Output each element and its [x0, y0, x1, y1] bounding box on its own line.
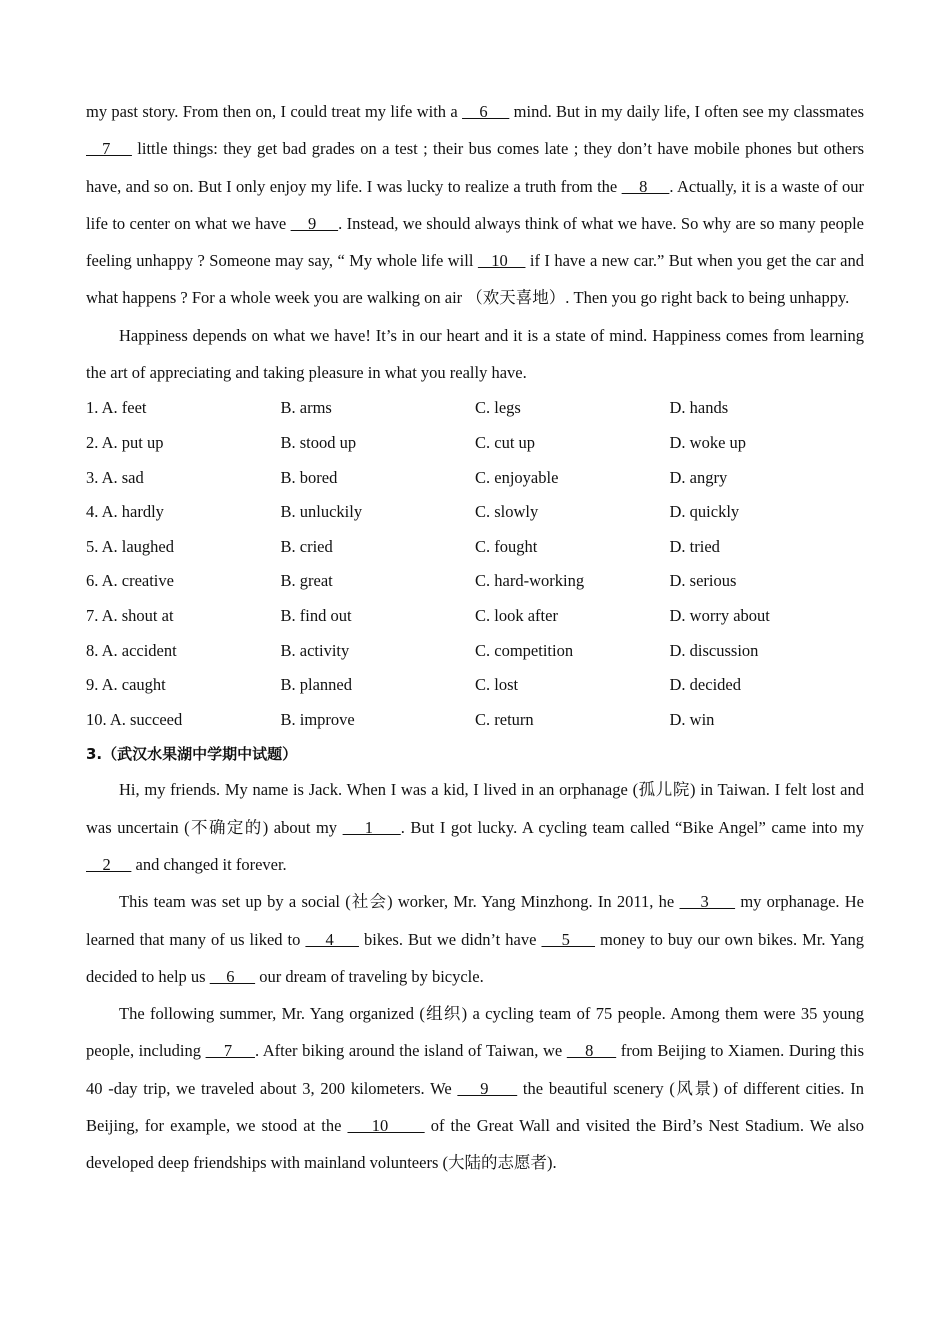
paragraph-text: my orphanage. He learned that many of us liked to — [86, 892, 865, 949]
option-choice: C. hard-working — [475, 571, 585, 591]
option-choice: C. cut up — [475, 432, 536, 452]
paragraph-text: bikes. But we didn’t have — [358, 929, 542, 949]
option-choice: B. find out — [280, 605, 352, 625]
answer-blank: 2 — [86, 854, 132, 874]
option-choice: B. cried — [280, 536, 333, 556]
option-choice: C. competition — [475, 640, 574, 660]
option-choice: C. legs — [475, 398, 521, 418]
option-row — [86, 426, 864, 461]
option-choice: 1. A. feet — [86, 398, 147, 418]
option-choice: B. arms — [280, 398, 332, 418]
option-choice: C. fought — [475, 536, 538, 556]
section3-paragraph3 — [86, 995, 864, 1181]
section3-heading: 3.（武汉水果湖中学期中试题） — [86, 745, 298, 764]
document-page — [86, 93, 864, 1182]
answer-blank: 8 — [566, 1041, 617, 1061]
option-row — [86, 599, 864, 634]
option-choice: B. bored — [280, 467, 338, 487]
option-choice: 10. A. succeed — [86, 709, 183, 729]
option-choice: B. unluckily — [280, 502, 363, 522]
option-choice: B. stood up — [280, 432, 357, 452]
answer-blank: 6 — [462, 102, 510, 121]
option-choice: 3. A. sad — [86, 467, 144, 487]
answer-blank: 8 — [621, 176, 670, 196]
paragraph-text: little things: they get bad grades on a test ; their bus comes late ; they don’t have mobile phones but others have, and so on. But I only enjoy my life. I was lucky to realize a truth from the — [86, 139, 865, 196]
paragraph-text: . Instead, we should always think of what we have. So why are so many people feeling unhappy ? Someone may say, “ My whole life will — [86, 213, 864, 271]
paragraph-text: The following summer, Mr. Yang organized (组织) a cycling team of 75 people. Among them were 35 young people, including — [86, 1004, 864, 1061]
option-choice: D. tried — [669, 536, 720, 556]
option-choice: D. hands — [669, 398, 729, 418]
option-choice: C. lost — [475, 675, 519, 695]
option-choice: B. improve — [280, 709, 355, 729]
paragraph-text: and changed it forever. — [131, 854, 287, 874]
paragraph-text: if I have a new car.” But when you get the car and what happens ? For a whole week you are walking on air （欢天喜地）. Then you go right back to being unhappy. — [86, 251, 865, 308]
option-choice: C. look after — [475, 605, 558, 625]
option-choice: 7. A. shout at — [86, 605, 174, 625]
option-row — [86, 530, 864, 565]
option-row — [86, 634, 864, 669]
option-choice: D. discussion — [669, 640, 759, 660]
answer-blank: 7 — [86, 139, 132, 159]
paragraph-text: money to buy our own bikes. Mr. Yang decided to help us — [86, 929, 864, 986]
option-choice: D. woke up — [669, 432, 747, 452]
section3-paragraph1 — [86, 771, 864, 883]
option-choice: C. return — [475, 709, 534, 729]
paragraph-text: . After biking around the island of Taiwan, we — [254, 1041, 567, 1061]
option-choice: B. planned — [280, 675, 352, 695]
option-choice: D. decided — [669, 675, 741, 695]
answer-blank: 3 — [679, 892, 736, 912]
option-row — [86, 564, 864, 599]
option-choice: 5. A. laughed — [86, 536, 174, 556]
paragraph-text: . Actually, it is a waste of our life to center on what we have — [86, 176, 864, 233]
option-choice: C. slowly — [475, 502, 539, 522]
option-row — [86, 461, 864, 496]
answer-blank: 6 — [209, 966, 256, 986]
answer-blank: 4 — [305, 929, 359, 949]
option-choice: 9. A. caught — [86, 675, 166, 695]
option-choice: D. serious — [669, 571, 737, 591]
answer-blank: 9 — [457, 1078, 518, 1098]
option-choice: D. quickly — [669, 502, 740, 522]
passage1-paragraph2: Happiness depends on what we have! It’s in our heart and it is a state of mind. Happiness comes from learning the art of appreciating and taking pleasure in what you really have. — [86, 325, 864, 383]
paragraph-text: my past story. From then on, I could treat my life with a — [86, 102, 463, 121]
option-choice: B. activity — [280, 640, 350, 660]
paragraph-text: Hi, my friends. My name is Jack. When I was a kid, I lived in an orphanage (孤儿院) in Taiwan. I felt lost and was uncertain (不确定的) about my — [86, 780, 864, 837]
option-choice: D. worry about — [669, 605, 770, 625]
answer-blank: 9 — [290, 213, 339, 233]
option-choice: 8. A. accident — [86, 640, 177, 660]
option-row — [86, 668, 864, 703]
option-row — [86, 703, 864, 738]
option-choice: 6. A. creative — [86, 571, 174, 591]
options-list — [86, 391, 864, 737]
answer-blank: 10 — [477, 251, 526, 271]
option-choice: D. win — [669, 709, 715, 729]
answer-blank: 5 — [541, 929, 596, 949]
option-choice: 4. A. hardly — [86, 502, 164, 522]
paragraph-text: our dream of traveling by bicycle. — [255, 966, 484, 986]
option-row — [86, 495, 864, 530]
paragraph-text: This team was set up by a social (社会) worker, Mr. Yang Minzhong. In 2011, he — [119, 892, 680, 912]
paragraph-text: the beautiful scenery (风景) of different cities. In Beijing, for example, we stood at the — [86, 1078, 864, 1135]
answer-blank: 7 — [205, 1041, 255, 1061]
section3-paragraph2 — [86, 883, 864, 995]
option-choice: 2. A. put up — [86, 432, 164, 452]
answer-blank: 10 — [347, 1115, 425, 1135]
option-row — [86, 391, 864, 426]
paragraph-text: mind. But in my daily life, I often see my classmates — [509, 102, 865, 121]
option-choice: B. great — [280, 571, 333, 591]
option-choice: D. angry — [669, 467, 728, 487]
paragraph-text: from Beijing to Xiamen. During this 40 -day trip, we traveled about 3, 200 kilometers. We — [86, 1041, 865, 1098]
answer-blank: 1 — [342, 817, 401, 837]
option-choice: C. enjoyable — [475, 467, 559, 487]
paragraph-text: . But I got lucky. A cycling team called “Bike Angel” came into my — [400, 817, 864, 837]
passage1-paragraph1 — [86, 93, 864, 317]
paragraph-text: of the Great Wall and visited the Bird’s Nest Stadium. We also developed deep friendships with mainland volunteers (大陆的志愿者). — [86, 1115, 864, 1173]
